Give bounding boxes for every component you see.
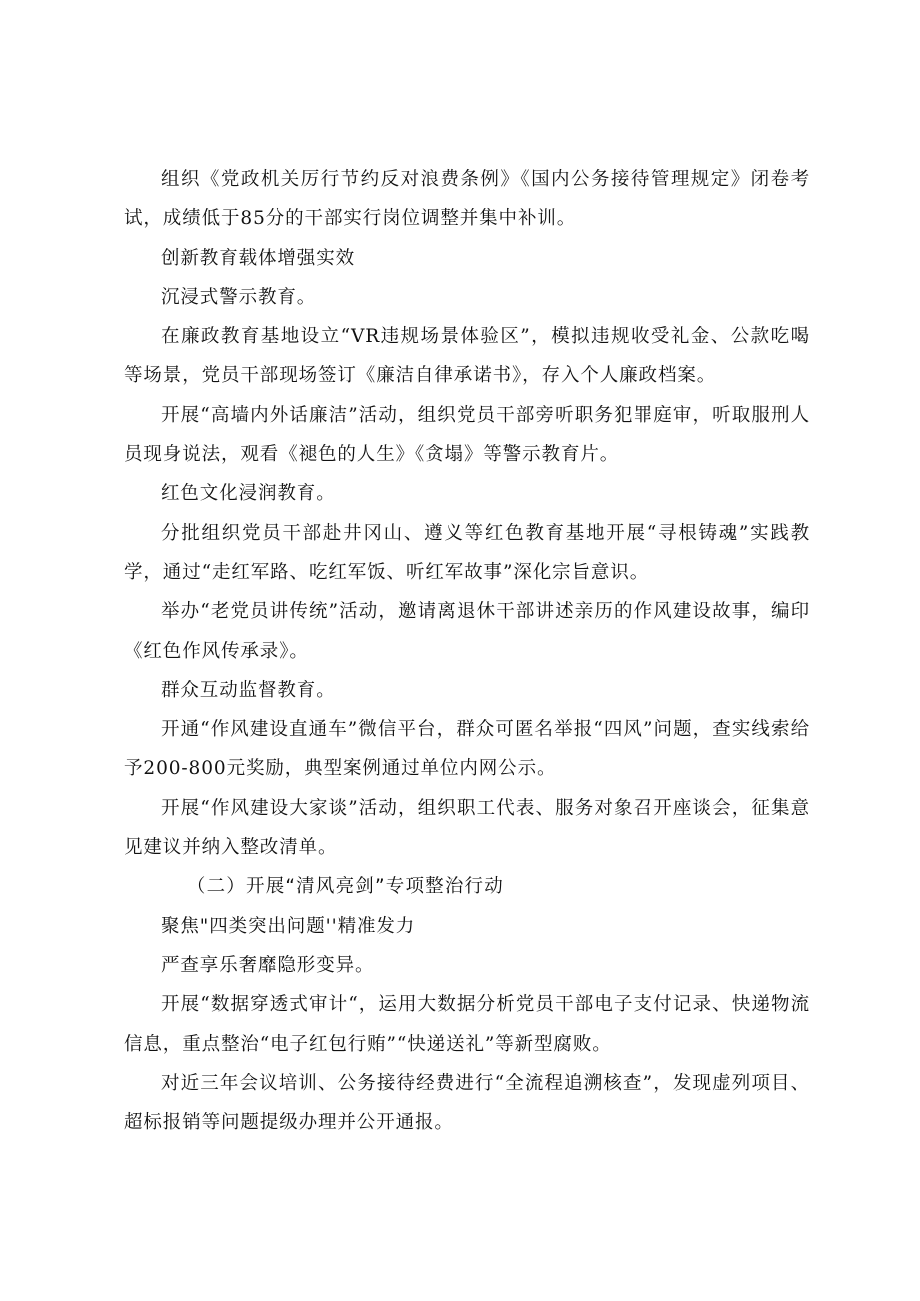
paragraph-hedonism-check: 严查享乐奢靡隐形变异。 bbox=[161, 954, 375, 976]
paragraph-exam-requirement: 组织《党政机关厉行节约反对浪费条例》《国内公务接待管理规定》闭卷考试，成绩低于85分的干部实行岗位调整并集中补训。 bbox=[124, 169, 810, 230]
paragraph-innovate-education: 创新教育载体增强实效 bbox=[161, 247, 356, 269]
paragraph-prison-talk: 开展“高墙内外话廉洁”活动，组织党员干部旁听职务犯罪庭审，听取服刑人员现身说法，观看《褪色的人生》《贪塌》等警示教育片。 bbox=[124, 404, 810, 466]
paragraph-public-supervision: 群众互动监督教育。 bbox=[161, 679, 336, 701]
document-body bbox=[124, 160, 810, 1142]
paragraph-veteran-talk: 举办“老党员讲传统”活动，邀请离退休干部讲述亲历的作风建设故事，编印《红色作风传承录》。 bbox=[124, 601, 810, 662]
paragraph-red-culture: 红色文化浸润教育。 bbox=[161, 483, 336, 505]
paragraph-red-base-visit: 分批组织党员干部赴井冈山、遵义等红色教育基地开展“寻根铸魂”实践教学，通过“走红军路、吃红军饭、听红军故事”深化宗旨意识。 bbox=[124, 522, 810, 583]
paragraph-vr-experience: 在廉政教育基地设立“VR违规场景体验区”，模拟违规收受礼金、公款吃喝等场景，党员干部现场签订《廉洁自律承诺书》，存入个人廉政档案。 bbox=[124, 326, 810, 387]
paragraph-data-audit: 开展“数据穿透式审计“，运用大数据分析党员干部电子支付记录、快递物流信息，重点整治“电子红包行贿”“快递送礼”等新型腐败。 bbox=[124, 994, 810, 1055]
paragraph-discussion-forum: 开展“作风建设大家谈”活动，组织职工代表、服务对象召开座谈会，征集意见建议并纳入整改清单。 bbox=[124, 797, 810, 859]
paragraph-immersive-warning: 沉浸式警示教育。 bbox=[161, 286, 317, 308]
section-heading: （二）开展“清风亮剑”专项整治行动 bbox=[186, 876, 504, 898]
paragraph-expense-review: 对近三年会议培训、公务接待经费进行“全流程追溯核查”，发现虚列项目、超标报销等问题提级办理并公开通报。 bbox=[124, 1072, 810, 1134]
paragraph-four-problems: 聚焦"四类突出问题''精准发力 bbox=[161, 915, 416, 937]
paragraph-wechat-platform: 开通“作风建设直通车”微信平台，群众可匿名举报“四风”问题，查实线索给予200-800元奖励，典型案例通过单位内网公示。 bbox=[124, 719, 810, 780]
